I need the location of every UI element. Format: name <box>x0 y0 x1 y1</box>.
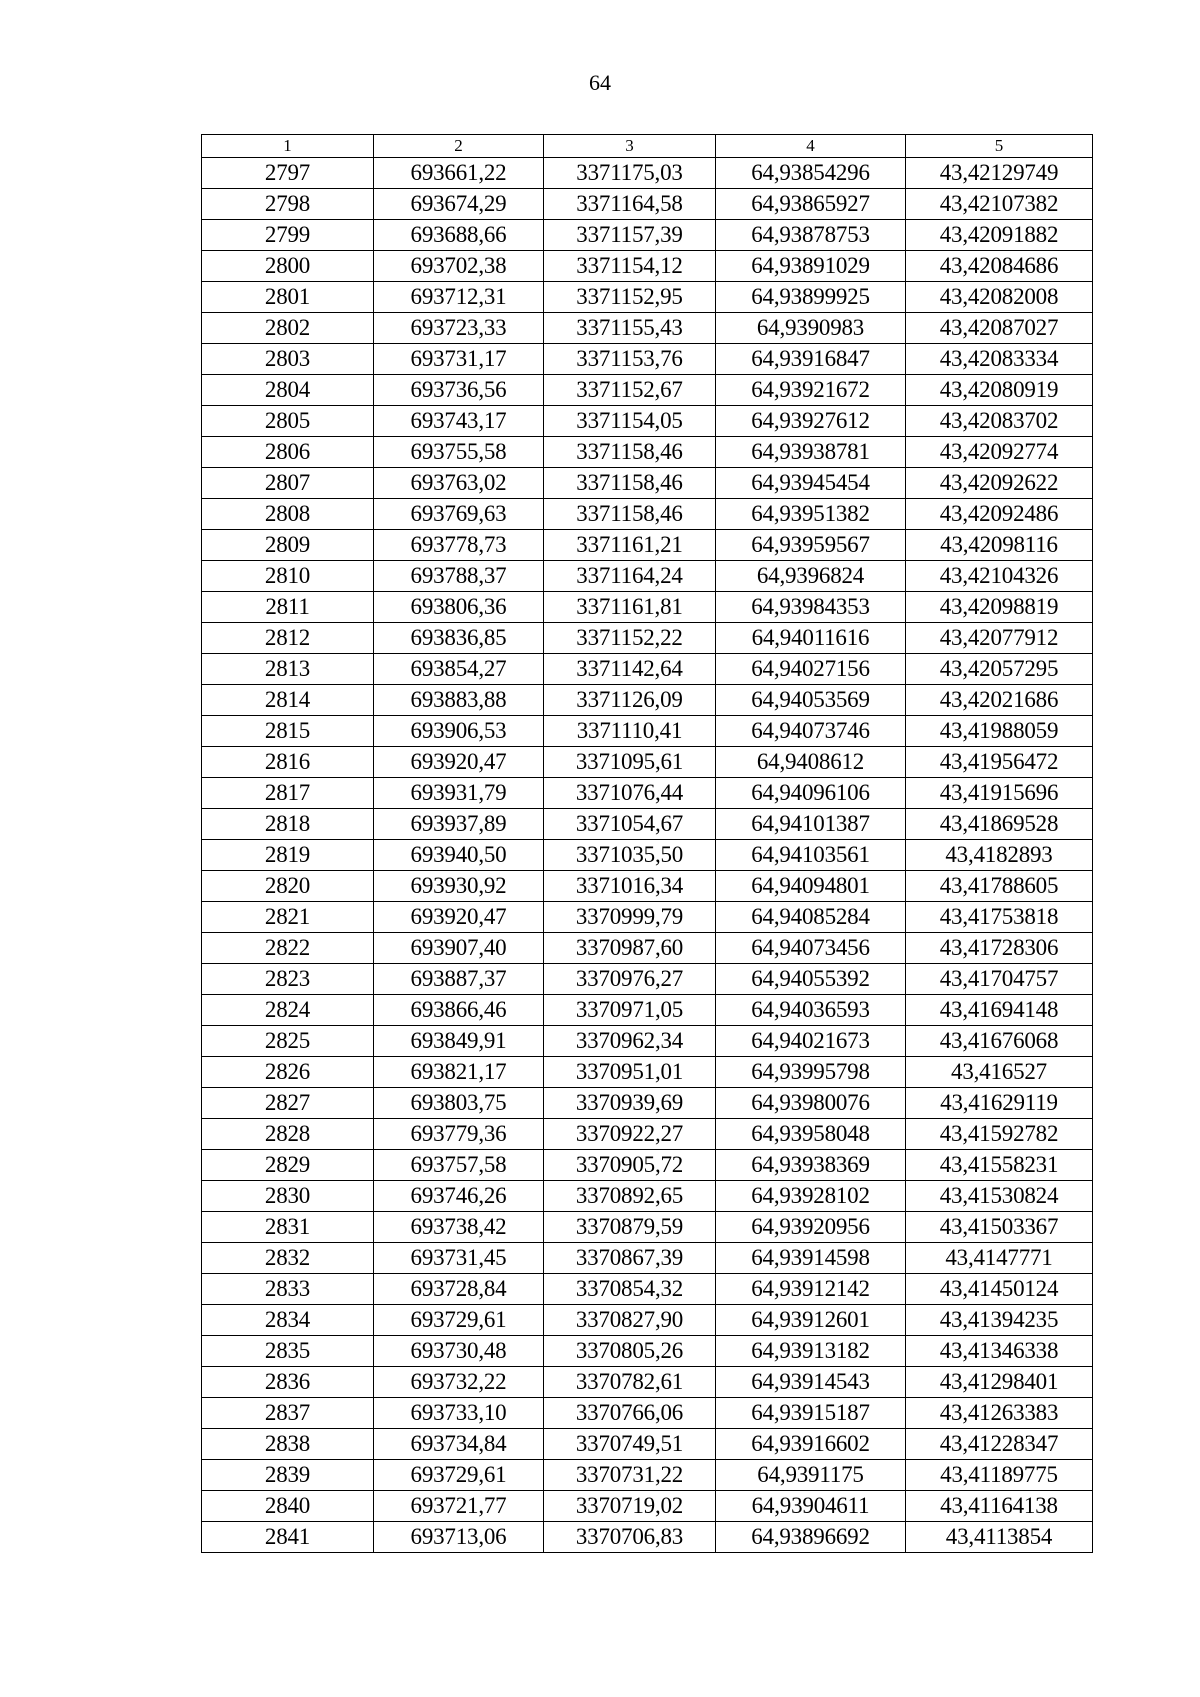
x-coordinate-cell: 693806,36 <box>374 592 544 623</box>
latitude-cell: 64,93959567 <box>716 530 906 561</box>
x-coordinate-cell: 693849,91 <box>374 1026 544 1057</box>
x-coordinate-cell: 693743,17 <box>374 406 544 437</box>
latitude-cell: 64,93921672 <box>716 375 906 406</box>
point-number-cell: 2798 <box>202 189 374 220</box>
x-coordinate-cell: 693732,22 <box>374 1367 544 1398</box>
point-number-cell: 2823 <box>202 964 374 995</box>
longitude-cell: 43,41164138 <box>906 1491 1093 1522</box>
point-number-cell: 2835 <box>202 1336 374 1367</box>
table-row <box>202 1181 1093 1212</box>
longitude-cell: 43,42083334 <box>906 344 1093 375</box>
x-coordinate-cell: 693721,77 <box>374 1491 544 1522</box>
x-coordinate-cell: 693836,85 <box>374 623 544 654</box>
longitude-cell: 43,41694148 <box>906 995 1093 1026</box>
table-row <box>202 1274 1093 1305</box>
longitude-cell: 43,41503367 <box>906 1212 1093 1243</box>
table-row <box>202 1522 1093 1553</box>
point-number-cell: 2818 <box>202 809 374 840</box>
point-number-cell: 2824 <box>202 995 374 1026</box>
longitude-cell: 43,42107382 <box>906 189 1093 220</box>
longitude-cell: 43,41988059 <box>906 716 1093 747</box>
y-coordinate-cell: 3370805,26 <box>544 1336 716 1367</box>
longitude-cell: 43,41956472 <box>906 747 1093 778</box>
column-header-3: 3 <box>544 135 716 158</box>
longitude-cell: 43,42087027 <box>906 313 1093 344</box>
table-row <box>202 1460 1093 1491</box>
latitude-cell: 64,9390983 <box>716 313 906 344</box>
x-coordinate-cell: 693674,29 <box>374 189 544 220</box>
latitude-cell: 64,93995798 <box>716 1057 906 1088</box>
point-number-cell: 2802 <box>202 313 374 344</box>
y-coordinate-cell: 3371164,24 <box>544 561 716 592</box>
longitude-cell: 43,41530824 <box>906 1181 1093 1212</box>
point-number-cell: 2809 <box>202 530 374 561</box>
longitude-cell: 43,41704757 <box>906 964 1093 995</box>
y-coordinate-cell: 3370962,34 <box>544 1026 716 1057</box>
x-coordinate-cell: 693757,58 <box>374 1150 544 1181</box>
longitude-cell: 43,41558231 <box>906 1150 1093 1181</box>
longitude-cell: 43,42080919 <box>906 375 1093 406</box>
x-coordinate-cell: 693920,47 <box>374 747 544 778</box>
longitude-cell: 43,42104326 <box>906 561 1093 592</box>
y-coordinate-cell: 3370971,05 <box>544 995 716 1026</box>
table-row <box>202 778 1093 809</box>
y-coordinate-cell: 3370879,59 <box>544 1212 716 1243</box>
y-coordinate-cell: 3371155,43 <box>544 313 716 344</box>
point-number-cell: 2812 <box>202 623 374 654</box>
column-header-2: 2 <box>374 135 544 158</box>
point-number-cell: 2839 <box>202 1460 374 1491</box>
y-coordinate-cell: 3371142,64 <box>544 654 716 685</box>
x-coordinate-cell: 693713,06 <box>374 1522 544 1553</box>
x-coordinate-cell: 693779,36 <box>374 1119 544 1150</box>
latitude-cell: 64,94103561 <box>716 840 906 871</box>
y-coordinate-cell: 3370719,02 <box>544 1491 716 1522</box>
point-number-cell: 2822 <box>202 933 374 964</box>
y-coordinate-cell: 3370951,01 <box>544 1057 716 1088</box>
x-coordinate-cell: 693755,58 <box>374 437 544 468</box>
longitude-cell: 43,42077912 <box>906 623 1093 654</box>
longitude-cell: 43,4113854 <box>906 1522 1093 1553</box>
table-row <box>202 623 1093 654</box>
latitude-cell: 64,93899925 <box>716 282 906 313</box>
point-number-cell: 2815 <box>202 716 374 747</box>
y-coordinate-cell: 3371110,41 <box>544 716 716 747</box>
table-row <box>202 592 1093 623</box>
table-row <box>202 189 1093 220</box>
longitude-cell: 43,41450124 <box>906 1274 1093 1305</box>
x-coordinate-cell: 693931,79 <box>374 778 544 809</box>
column-header-5: 5 <box>906 135 1093 158</box>
table-row <box>202 1398 1093 1429</box>
latitude-cell: 64,9396824 <box>716 561 906 592</box>
x-coordinate-cell: 693821,17 <box>374 1057 544 1088</box>
latitude-cell: 64,94011616 <box>716 623 906 654</box>
latitude-cell: 64,93920956 <box>716 1212 906 1243</box>
longitude-cell: 43,41189775 <box>906 1460 1093 1491</box>
point-number-cell: 2832 <box>202 1243 374 1274</box>
table-row <box>202 406 1093 437</box>
latitude-cell: 64,93904611 <box>716 1491 906 1522</box>
point-number-cell: 2816 <box>202 747 374 778</box>
y-coordinate-cell: 3371095,61 <box>544 747 716 778</box>
y-coordinate-cell: 3370976,27 <box>544 964 716 995</box>
point-number-cell: 2820 <box>202 871 374 902</box>
table-row <box>202 1336 1093 1367</box>
x-coordinate-cell: 693702,38 <box>374 251 544 282</box>
table-row <box>202 840 1093 871</box>
x-coordinate-cell: 693930,92 <box>374 871 544 902</box>
latitude-cell: 64,93891029 <box>716 251 906 282</box>
latitude-cell: 64,94036593 <box>716 995 906 1026</box>
y-coordinate-cell: 3371054,67 <box>544 809 716 840</box>
point-number-cell: 2808 <box>202 499 374 530</box>
table-header <box>202 135 1093 158</box>
y-coordinate-cell: 3371158,46 <box>544 499 716 530</box>
table-row <box>202 468 1093 499</box>
latitude-cell: 64,93916847 <box>716 344 906 375</box>
table-row <box>202 158 1093 189</box>
point-number-cell: 2811 <box>202 592 374 623</box>
y-coordinate-cell: 3371126,09 <box>544 685 716 716</box>
latitude-cell: 64,93928102 <box>716 1181 906 1212</box>
table-row <box>202 499 1093 530</box>
table-row <box>202 1212 1093 1243</box>
table-row <box>202 902 1093 933</box>
header-row <box>202 135 1093 158</box>
x-coordinate-cell: 693736,56 <box>374 375 544 406</box>
x-coordinate-cell: 693746,26 <box>374 1181 544 1212</box>
latitude-cell: 64,93865927 <box>716 189 906 220</box>
y-coordinate-cell: 3371152,67 <box>544 375 716 406</box>
y-coordinate-cell: 3370766,06 <box>544 1398 716 1429</box>
x-coordinate-cell: 693729,61 <box>374 1305 544 1336</box>
longitude-cell: 43,42057295 <box>906 654 1093 685</box>
longitude-cell: 43,41346338 <box>906 1336 1093 1367</box>
x-coordinate-cell: 693803,75 <box>374 1088 544 1119</box>
table-row <box>202 282 1093 313</box>
longitude-cell: 43,41915696 <box>906 778 1093 809</box>
table-row <box>202 344 1093 375</box>
y-coordinate-cell: 3371152,22 <box>544 623 716 654</box>
y-coordinate-cell: 3371158,46 <box>544 468 716 499</box>
latitude-cell: 64,94021673 <box>716 1026 906 1057</box>
longitude-cell: 43,41753818 <box>906 902 1093 933</box>
y-coordinate-cell: 3371153,76 <box>544 344 716 375</box>
latitude-cell: 64,93958048 <box>716 1119 906 1150</box>
longitude-cell: 43,41298401 <box>906 1367 1093 1398</box>
table-row <box>202 964 1093 995</box>
x-coordinate-cell: 693883,88 <box>374 685 544 716</box>
table-row <box>202 809 1093 840</box>
table-row <box>202 220 1093 251</box>
x-coordinate-cell: 693712,31 <box>374 282 544 313</box>
point-number-cell: 2834 <box>202 1305 374 1336</box>
point-number-cell: 2805 <box>202 406 374 437</box>
latitude-cell: 64,9391175 <box>716 1460 906 1491</box>
point-number-cell: 2799 <box>202 220 374 251</box>
point-number-cell: 2836 <box>202 1367 374 1398</box>
point-number-cell: 2826 <box>202 1057 374 1088</box>
latitude-cell: 64,94101387 <box>716 809 906 840</box>
x-coordinate-cell: 693730,48 <box>374 1336 544 1367</box>
y-coordinate-cell: 3370939,69 <box>544 1088 716 1119</box>
y-coordinate-cell: 3371164,58 <box>544 189 716 220</box>
point-number-cell: 2797 <box>202 158 374 189</box>
latitude-cell: 64,93951382 <box>716 499 906 530</box>
longitude-cell: 43,42092622 <box>906 468 1093 499</box>
latitude-cell: 64,93916602 <box>716 1429 906 1460</box>
latitude-cell: 64,94073746 <box>716 716 906 747</box>
x-coordinate-cell: 693788,37 <box>374 561 544 592</box>
latitude-cell: 64,93914543 <box>716 1367 906 1398</box>
x-coordinate-cell: 693854,27 <box>374 654 544 685</box>
point-number-cell: 2817 <box>202 778 374 809</box>
y-coordinate-cell: 3370922,27 <box>544 1119 716 1150</box>
longitude-cell: 43,42092774 <box>906 437 1093 468</box>
x-coordinate-cell: 693728,84 <box>374 1274 544 1305</box>
longitude-cell: 43,42091882 <box>906 220 1093 251</box>
x-coordinate-cell: 693729,61 <box>374 1460 544 1491</box>
table-row <box>202 933 1093 964</box>
table-row <box>202 747 1093 778</box>
point-number-cell: 2828 <box>202 1119 374 1150</box>
point-number-cell: 2803 <box>202 344 374 375</box>
x-coordinate-cell: 693907,40 <box>374 933 544 964</box>
y-coordinate-cell: 3370827,90 <box>544 1305 716 1336</box>
longitude-cell: 43,41629119 <box>906 1088 1093 1119</box>
longitude-cell: 43,42084686 <box>906 251 1093 282</box>
point-number-cell: 2831 <box>202 1212 374 1243</box>
point-number-cell: 2827 <box>202 1088 374 1119</box>
longitude-cell: 43,42082008 <box>906 282 1093 313</box>
latitude-cell: 64,94094801 <box>716 871 906 902</box>
table-row <box>202 1429 1093 1460</box>
longitude-cell: 43,41869528 <box>906 809 1093 840</box>
table-row <box>202 251 1093 282</box>
latitude-cell: 64,93878753 <box>716 220 906 251</box>
table-row <box>202 561 1093 592</box>
longitude-cell: 43,41788605 <box>906 871 1093 902</box>
point-number-cell: 2819 <box>202 840 374 871</box>
x-coordinate-cell: 693731,45 <box>374 1243 544 1274</box>
latitude-cell: 64,93912142 <box>716 1274 906 1305</box>
y-coordinate-cell: 3371161,81 <box>544 592 716 623</box>
x-coordinate-cell: 693763,02 <box>374 468 544 499</box>
table-row <box>202 1026 1093 1057</box>
latitude-cell: 64,93938369 <box>716 1150 906 1181</box>
longitude-cell: 43,41676068 <box>906 1026 1093 1057</box>
longitude-cell: 43,42129749 <box>906 158 1093 189</box>
longitude-cell: 43,42083702 <box>906 406 1093 437</box>
longitude-cell: 43,416527 <box>906 1057 1093 1088</box>
point-number-cell: 2837 <box>202 1398 374 1429</box>
x-coordinate-cell: 693937,89 <box>374 809 544 840</box>
table-row <box>202 1119 1093 1150</box>
longitude-cell: 43,4182893 <box>906 840 1093 871</box>
longitude-cell: 43,42098116 <box>906 530 1093 561</box>
y-coordinate-cell: 3371076,44 <box>544 778 716 809</box>
y-coordinate-cell: 3370854,32 <box>544 1274 716 1305</box>
column-header-4: 4 <box>716 135 906 158</box>
y-coordinate-cell: 3371035,50 <box>544 840 716 871</box>
y-coordinate-cell: 3370867,39 <box>544 1243 716 1274</box>
longitude-cell: 43,41228347 <box>906 1429 1093 1460</box>
longitude-cell: 43,4147771 <box>906 1243 1093 1274</box>
y-coordinate-cell: 3370987,60 <box>544 933 716 964</box>
x-coordinate-cell: 693769,63 <box>374 499 544 530</box>
y-coordinate-cell: 3371157,39 <box>544 220 716 251</box>
y-coordinate-cell: 3370749,51 <box>544 1429 716 1460</box>
latitude-cell: 64,93896692 <box>716 1522 906 1553</box>
y-coordinate-cell: 3371016,34 <box>544 871 716 902</box>
y-coordinate-cell: 3370999,79 <box>544 902 716 933</box>
y-coordinate-cell: 3371154,12 <box>544 251 716 282</box>
table-row <box>202 375 1093 406</box>
latitude-cell: 64,93938781 <box>716 437 906 468</box>
x-coordinate-cell: 693866,46 <box>374 995 544 1026</box>
y-coordinate-cell: 3370731,22 <box>544 1460 716 1491</box>
x-coordinate-cell: 693738,42 <box>374 1212 544 1243</box>
longitude-cell: 43,41394235 <box>906 1305 1093 1336</box>
x-coordinate-cell: 693661,22 <box>374 158 544 189</box>
latitude-cell: 64,93854296 <box>716 158 906 189</box>
point-number-cell: 2801 <box>202 282 374 313</box>
longitude-cell: 43,42092486 <box>906 499 1093 530</box>
table-row <box>202 1057 1093 1088</box>
table-row <box>202 313 1093 344</box>
x-coordinate-cell: 693887,37 <box>374 964 544 995</box>
table-row <box>202 685 1093 716</box>
x-coordinate-cell: 693688,66 <box>374 220 544 251</box>
latitude-cell: 64,93945454 <box>716 468 906 499</box>
y-coordinate-cell: 3371158,46 <box>544 437 716 468</box>
point-number-cell: 2814 <box>202 685 374 716</box>
coordinates-table <box>201 134 1093 1553</box>
point-number-cell: 2829 <box>202 1150 374 1181</box>
point-number-cell: 2800 <box>202 251 374 282</box>
table-row <box>202 1305 1093 1336</box>
latitude-cell: 64,94085284 <box>716 902 906 933</box>
table-row <box>202 437 1093 468</box>
x-coordinate-cell: 693906,53 <box>374 716 544 747</box>
latitude-cell: 64,9408612 <box>716 747 906 778</box>
table-body <box>202 158 1093 1553</box>
table-row <box>202 1243 1093 1274</box>
table-row <box>202 1088 1093 1119</box>
y-coordinate-cell: 3370892,65 <box>544 1181 716 1212</box>
y-coordinate-cell: 3371175,03 <box>544 158 716 189</box>
longitude-cell: 43,42021686 <box>906 685 1093 716</box>
point-number-cell: 2833 <box>202 1274 374 1305</box>
point-number-cell: 2806 <box>202 437 374 468</box>
latitude-cell: 64,93914598 <box>716 1243 906 1274</box>
latitude-cell: 64,93913182 <box>716 1336 906 1367</box>
table-row <box>202 530 1093 561</box>
table-row <box>202 871 1093 902</box>
point-number-cell: 2821 <box>202 902 374 933</box>
table-row <box>202 1367 1093 1398</box>
table-row <box>202 1491 1093 1522</box>
point-number-cell: 2841 <box>202 1522 374 1553</box>
y-coordinate-cell: 3371152,95 <box>544 282 716 313</box>
latitude-cell: 64,93915187 <box>716 1398 906 1429</box>
y-coordinate-cell: 3370905,72 <box>544 1150 716 1181</box>
y-coordinate-cell: 3371154,05 <box>544 406 716 437</box>
latitude-cell: 64,93927612 <box>716 406 906 437</box>
latitude-cell: 64,94055392 <box>716 964 906 995</box>
longitude-cell: 43,41263383 <box>906 1398 1093 1429</box>
longitude-cell: 43,41728306 <box>906 933 1093 964</box>
table-row <box>202 995 1093 1026</box>
x-coordinate-cell: 693734,84 <box>374 1429 544 1460</box>
x-coordinate-cell: 693731,17 <box>374 344 544 375</box>
latitude-cell: 64,93984353 <box>716 592 906 623</box>
point-number-cell: 2807 <box>202 468 374 499</box>
page-number: 64 <box>589 70 611 95</box>
x-coordinate-cell: 693733,10 <box>374 1398 544 1429</box>
point-number-cell: 2813 <box>202 654 374 685</box>
latitude-cell: 64,93980076 <box>716 1088 906 1119</box>
longitude-cell: 43,41592782 <box>906 1119 1093 1150</box>
latitude-cell: 64,93912601 <box>716 1305 906 1336</box>
latitude-cell: 64,94073456 <box>716 933 906 964</box>
x-coordinate-cell: 693940,50 <box>374 840 544 871</box>
x-coordinate-cell: 693723,33 <box>374 313 544 344</box>
point-number-cell: 2840 <box>202 1491 374 1522</box>
x-coordinate-cell: 693920,47 <box>374 902 544 933</box>
y-coordinate-cell: 3370782,61 <box>544 1367 716 1398</box>
point-number-cell: 2810 <box>202 561 374 592</box>
point-number-cell: 2804 <box>202 375 374 406</box>
y-coordinate-cell: 3370706,83 <box>544 1522 716 1553</box>
longitude-cell: 43,42098819 <box>906 592 1093 623</box>
table-row <box>202 654 1093 685</box>
x-coordinate-cell: 693778,73 <box>374 530 544 561</box>
latitude-cell: 64,94027156 <box>716 654 906 685</box>
y-coordinate-cell: 3371161,21 <box>544 530 716 561</box>
latitude-cell: 64,94053569 <box>716 685 906 716</box>
latitude-cell: 64,94096106 <box>716 778 906 809</box>
point-number-cell: 2825 <box>202 1026 374 1057</box>
point-number-cell: 2838 <box>202 1429 374 1460</box>
table-row <box>202 1150 1093 1181</box>
column-header-1: 1 <box>202 135 374 158</box>
table-row <box>202 716 1093 747</box>
point-number-cell: 2830 <box>202 1181 374 1212</box>
